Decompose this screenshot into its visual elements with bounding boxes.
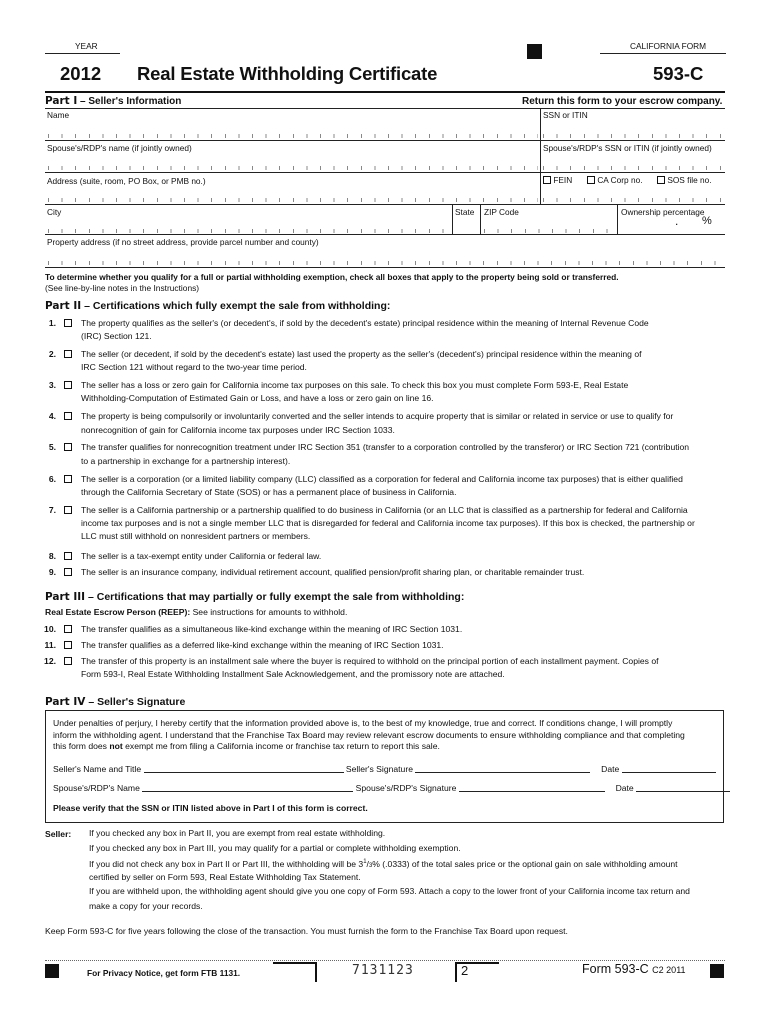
spouse-signature-label: Spouse's/RDP's Signature bbox=[355, 783, 457, 793]
perjury-statement bbox=[53, 718, 721, 753]
item-text-line: The transfer qualifies as a simultaneous like-kind exchange within the meaning of IRC Section 1031. bbox=[81, 624, 463, 634]
part-2-item-2 bbox=[36, 348, 726, 375]
item-text-line: The transfer qualifies as a deferred like-kind exchange within the meaning of IRC Section 1031. bbox=[81, 639, 444, 650]
ownership-divider bbox=[617, 204, 618, 234]
ca-corp-checkbox[interactable] bbox=[587, 176, 595, 184]
ownership-label: Ownership percentage bbox=[621, 207, 705, 217]
verify-ssn-note: Please verify that the SSN or ITIN listed above in Part I of this form is correct. bbox=[53, 803, 368, 813]
item-number: 10. bbox=[44, 624, 56, 634]
seller-note-5: If you are withheld upon, the withholding agent should give you one copy of Form 593. Attach a copy to the lower front of your California income tax return and bbox=[89, 886, 690, 896]
page-number: 2 bbox=[461, 963, 469, 978]
item-text-line: The seller is a tax-exempt entity under California or federal law. bbox=[81, 551, 322, 561]
fein-option[interactable] bbox=[543, 175, 572, 185]
state-label: State bbox=[455, 207, 475, 217]
seller-note-3b: % (.0333) of the total sales price or the optional gain on sale withholding amount bbox=[372, 858, 678, 869]
part-2-title: – Certifications which fully exempt the sale from withholding: bbox=[84, 300, 391, 312]
item-checkbox[interactable] bbox=[64, 412, 72, 420]
part-2-item-3 bbox=[36, 379, 726, 406]
seller-note-2: If you checked any box in Part III, you may qualify for a partial or complete withholding exemption. bbox=[89, 842, 461, 853]
footer-bracket-left bbox=[273, 962, 317, 982]
row-4-rule bbox=[45, 234, 725, 235]
seller-name-label: Seller's Name and Title bbox=[53, 764, 142, 774]
spouse-ssn-field[interactable] bbox=[543, 166, 723, 170]
item-text-line: Form 593-I, Real Estate Withholding Installment Sale Acknowledgement, and the promissory note are attached. bbox=[81, 668, 505, 679]
item-number: 9. bbox=[48, 566, 56, 577]
item-number: 8. bbox=[48, 551, 56, 561]
sos-option[interactable] bbox=[657, 175, 712, 185]
row-3-rule bbox=[45, 204, 725, 205]
part-2-item-9 bbox=[36, 566, 726, 579]
zip-field[interactable] bbox=[484, 229, 614, 233]
row-5-rule bbox=[45, 267, 725, 268]
item-text-line: The property qualifies as the seller's (or decedent's, if sold by the decedent's estate) principal residence within the meaning of Internal Revenue Code bbox=[81, 318, 649, 328]
footer-form-suffix: C2 2011 bbox=[652, 965, 686, 975]
item-text-line: (IRC) Section 121. bbox=[81, 331, 152, 342]
item-number: 7. bbox=[48, 504, 56, 515]
item-number: 2. bbox=[48, 349, 56, 360]
spouse-ssn-divider bbox=[540, 140, 541, 172]
footer-mark-left bbox=[45, 964, 59, 978]
perjury-line-3a: this form does bbox=[53, 741, 110, 751]
ca-corp-option[interactable] bbox=[587, 175, 643, 185]
item-text-line: IRC Section 121 without regard to the two-year time period. bbox=[81, 362, 307, 373]
part-2-item-8 bbox=[36, 550, 726, 563]
ssn-divider bbox=[540, 108, 541, 140]
seller-notes-label: Seller: bbox=[45, 829, 72, 839]
part-2-item-7 bbox=[36, 504, 726, 544]
part-1-top-rule bbox=[45, 108, 725, 109]
part-3-label: Part III bbox=[45, 591, 86, 603]
part-2-item-4 bbox=[36, 410, 726, 437]
fein-field[interactable] bbox=[543, 198, 723, 202]
ownership-dot: . bbox=[675, 214, 679, 228]
name-field[interactable] bbox=[48, 134, 538, 138]
part-3-item-10 bbox=[36, 623, 726, 636]
address-label: Address (suite, room, PO Box, or PMB no.) bbox=[47, 176, 206, 186]
item-text-line: The seller (or decedent, if sold by the decedent's estate) last used the property as the seller's (decedent's) principal residence within the meaning of bbox=[81, 349, 642, 360]
item-checkbox[interactable] bbox=[64, 319, 72, 327]
perjury-not: not bbox=[109, 741, 123, 751]
sos-label: SOS file no. bbox=[667, 175, 712, 185]
fein-divider bbox=[540, 172, 541, 204]
fein-checkbox[interactable] bbox=[543, 176, 551, 184]
part-4-label: Part IV bbox=[45, 696, 86, 708]
perjury-line-1: Under penalties of perjury, I hereby certify that the information provided above is, to the best of my knowledge, true and correct. If conditions change, I will promptly bbox=[53, 718, 673, 728]
item-text-line: The seller has a loss or zero gain for California income tax purposes on this sale. To check this box you must complete Form 593-E, Real Estate bbox=[81, 380, 629, 391]
line-notes-reference: (See line-by-line notes in the Instructions) bbox=[45, 283, 200, 293]
item-checkbox[interactable] bbox=[64, 506, 72, 514]
part-3-title: – Certifications that may partially or fully exempt the sale from withholding: bbox=[88, 591, 465, 603]
item-number: 4. bbox=[48, 411, 56, 422]
exemption-instruction: To determine whether you qualify for a full or partial withholding exemption, check all boxes that apply to the property being sold or transferred. bbox=[45, 272, 619, 282]
spouse-ssn-label: Spouse's/RDP's SSN or ITIN (if jointly owned) bbox=[543, 143, 712, 153]
part-2-item-6 bbox=[36, 473, 726, 500]
footer-form-number: Form 593-C bbox=[582, 962, 649, 976]
perjury-line-3 bbox=[53, 741, 721, 753]
item-checkbox[interactable] bbox=[64, 350, 72, 358]
tax-year: 2012 bbox=[60, 63, 102, 84]
part-2-label: Part II bbox=[45, 300, 82, 312]
item-checkbox[interactable] bbox=[64, 443, 72, 451]
year-field-line bbox=[45, 53, 120, 54]
item-number: 3. bbox=[48, 380, 56, 391]
address-field[interactable] bbox=[48, 198, 538, 202]
state-field-line bbox=[600, 53, 726, 54]
seller-note-6: make a copy for your records. bbox=[89, 900, 203, 911]
row-1-rule bbox=[45, 140, 725, 141]
zip-divider bbox=[480, 204, 481, 234]
seller-note-4: certified by seller on Form 593, Real Estate Withholding Tax Statement. bbox=[89, 871, 361, 882]
seller-note-3a: If you did not check any box in Part II or Part III, the withholding will be 3 bbox=[89, 858, 364, 869]
seller-date-label: Date bbox=[601, 764, 620, 774]
item-text-line: to a partnership in exchange for a partnership interest). bbox=[81, 455, 291, 466]
part-3-item-11 bbox=[36, 639, 726, 652]
part-1-title: – Seller's Information bbox=[80, 96, 182, 107]
footer-mark-right bbox=[710, 964, 724, 978]
state-form-label: CALIFORNIA FORM bbox=[630, 41, 707, 51]
item-text-line: nonrecognition of gain for California income tax purposes under IRC Section 1033. bbox=[81, 424, 395, 435]
spouse-signature-field[interactable] bbox=[459, 783, 605, 792]
privacy-notice: For Privacy Notice, get form FTB 1131. bbox=[87, 968, 241, 978]
title-rule bbox=[45, 91, 725, 93]
ssn-field[interactable] bbox=[543, 134, 723, 138]
item-text-line: through the California Secretary of State (SOS) or has a permanent place of business in California. bbox=[81, 486, 457, 497]
fraction-slash: / bbox=[366, 858, 369, 869]
item-number: 1. bbox=[48, 318, 56, 328]
item-text-line: LLC must still withhold on nonresident partners or members. bbox=[81, 531, 311, 542]
zip-label: ZIP Code bbox=[484, 207, 519, 217]
part-1-label: Part I bbox=[45, 95, 78, 107]
item-checkbox[interactable] bbox=[64, 552, 72, 560]
seller-signature-field[interactable] bbox=[415, 764, 590, 773]
city-field[interactable] bbox=[48, 229, 448, 233]
fein-label: FEIN bbox=[553, 175, 573, 185]
return-note: Return this form to your escrow company. bbox=[522, 96, 723, 107]
item-number: 6. bbox=[48, 473, 56, 484]
item-checkbox[interactable] bbox=[64, 657, 72, 665]
item-text-line: The seller is a corporation (or a limited liability company (LLC) classified as a corporation for federal and California income tax purposes) that is either qualified bbox=[81, 473, 683, 484]
item-checkbox[interactable] bbox=[64, 568, 72, 576]
item-text-line: income tax purposes and is not a single member LLC that is disregarded for federal and California income tax purposes). If this box is checked, the partnership or bbox=[81, 517, 695, 528]
spouse-name-field[interactable] bbox=[48, 166, 538, 170]
sos-checkbox[interactable] bbox=[657, 176, 665, 184]
barcode-number: 7131123 bbox=[352, 963, 414, 978]
item-checkbox[interactable] bbox=[64, 475, 72, 483]
footer-top-rule bbox=[45, 960, 725, 961]
part-2-item-5 bbox=[36, 441, 726, 468]
keep-form-note: Keep Form 593-C for five years following the close of the transaction. You must furnish the form to the Franchise Tax Board upon request. bbox=[45, 926, 568, 936]
item-number: 11. bbox=[44, 639, 56, 650]
property-address-label: Property address (if no street address, provide parcel number and county) bbox=[47, 237, 319, 247]
perjury-line-3c: exempt me from filing a California income or franchise tax return to report this sale. bbox=[122, 741, 440, 751]
item-number: 12. bbox=[44, 655, 56, 666]
spouse-date-field[interactable] bbox=[636, 783, 730, 792]
fraction-denominator: 3 bbox=[368, 862, 373, 869]
form-number: 593-C bbox=[653, 63, 704, 84]
ca-corp-label: CA Corp no. bbox=[597, 175, 643, 185]
item-checkbox[interactable] bbox=[64, 625, 72, 633]
property-address-field[interactable] bbox=[48, 261, 722, 265]
row-2-rule bbox=[45, 172, 725, 173]
spouse-date-label: Date bbox=[615, 783, 634, 793]
reep-note bbox=[45, 607, 347, 617]
seller-signature-label: Seller's Signature bbox=[345, 764, 413, 774]
part-3-heading bbox=[45, 591, 464, 603]
state-divider bbox=[452, 204, 453, 234]
seller-notes bbox=[89, 827, 729, 914]
item-text-line: The seller is an insurance company, individual retirement account, qualified pension/profit sharing plan, or charitable remainder trust. bbox=[81, 566, 585, 577]
seller-note-1: If you checked any box in Part II, you are exempt from real estate withholding. bbox=[89, 828, 386, 838]
part-4-heading bbox=[45, 696, 185, 708]
ownership-percent-sign: % bbox=[702, 215, 712, 227]
item-checkbox[interactable] bbox=[64, 641, 72, 649]
part-1-heading bbox=[45, 95, 181, 107]
item-text-line: The property is being compulsorily or involuntarily converted and the seller intends to acquire property that is similar or related in service or use to qualify for bbox=[81, 411, 674, 422]
spouse-name-label: Spouse's/RDP's name (if jointly owned) bbox=[47, 143, 192, 153]
part-2-item-1 bbox=[36, 317, 726, 344]
reep-label: Real Estate Escrow Person (REEP): bbox=[45, 607, 191, 617]
item-text-line: Withholding-Computation of Estimated Gain or Loss, and have a loss or zero gain on line 16. bbox=[81, 393, 434, 404]
perjury-line-2: inform the withholding agent. I understand that the Franchise Tax Board may review relevant escrow documents to ensure withholding compliance and that completing bbox=[53, 729, 685, 740]
seller-date-field[interactable] bbox=[622, 764, 716, 773]
spouse-name-sign-field[interactable] bbox=[142, 783, 353, 792]
seller-name-field[interactable] bbox=[144, 764, 344, 773]
spouse-sign-row bbox=[53, 783, 730, 793]
ssn-label: SSN or ITIN bbox=[543, 110, 588, 120]
form-title: Real Estate Withholding Certificate bbox=[137, 63, 438, 84]
item-number: 5. bbox=[48, 442, 56, 453]
part-2-heading bbox=[45, 300, 390, 312]
seller-note-3 bbox=[89, 856, 729, 871]
item-checkbox[interactable] bbox=[64, 381, 72, 389]
item-text-line: The transfer qualifies for nonrecognition treatment under IRC Section 351 (transfer to a corporation controlled by the transferor) or IRC Section 721 (contribution bbox=[81, 442, 690, 453]
seller-sign-row bbox=[53, 764, 716, 774]
part-3-item-12 bbox=[36, 655, 726, 682]
registration-mark bbox=[527, 44, 542, 59]
footer-form-name bbox=[582, 962, 686, 976]
item-text-line: The seller is a California partnership or a partnership qualified to do business in California (or an LLC that is classified as a partnership for federal and California bbox=[81, 504, 688, 515]
spouse-name-sign-label: Spouse's/RDP's Name bbox=[53, 783, 140, 793]
city-label: City bbox=[47, 207, 62, 217]
item-text-line: The transfer of this property is an installment sale where the buyer is required to withhold on the principal portion of each installment payment. Copies of bbox=[81, 655, 659, 666]
part-4-title: – Seller's Signature bbox=[88, 696, 186, 708]
name-label: Name bbox=[47, 110, 70, 120]
fraction-numerator: 1 bbox=[363, 859, 367, 865]
year-label: YEAR bbox=[75, 41, 98, 51]
reep-text: See instructions for amounts to withhold. bbox=[192, 607, 348, 617]
